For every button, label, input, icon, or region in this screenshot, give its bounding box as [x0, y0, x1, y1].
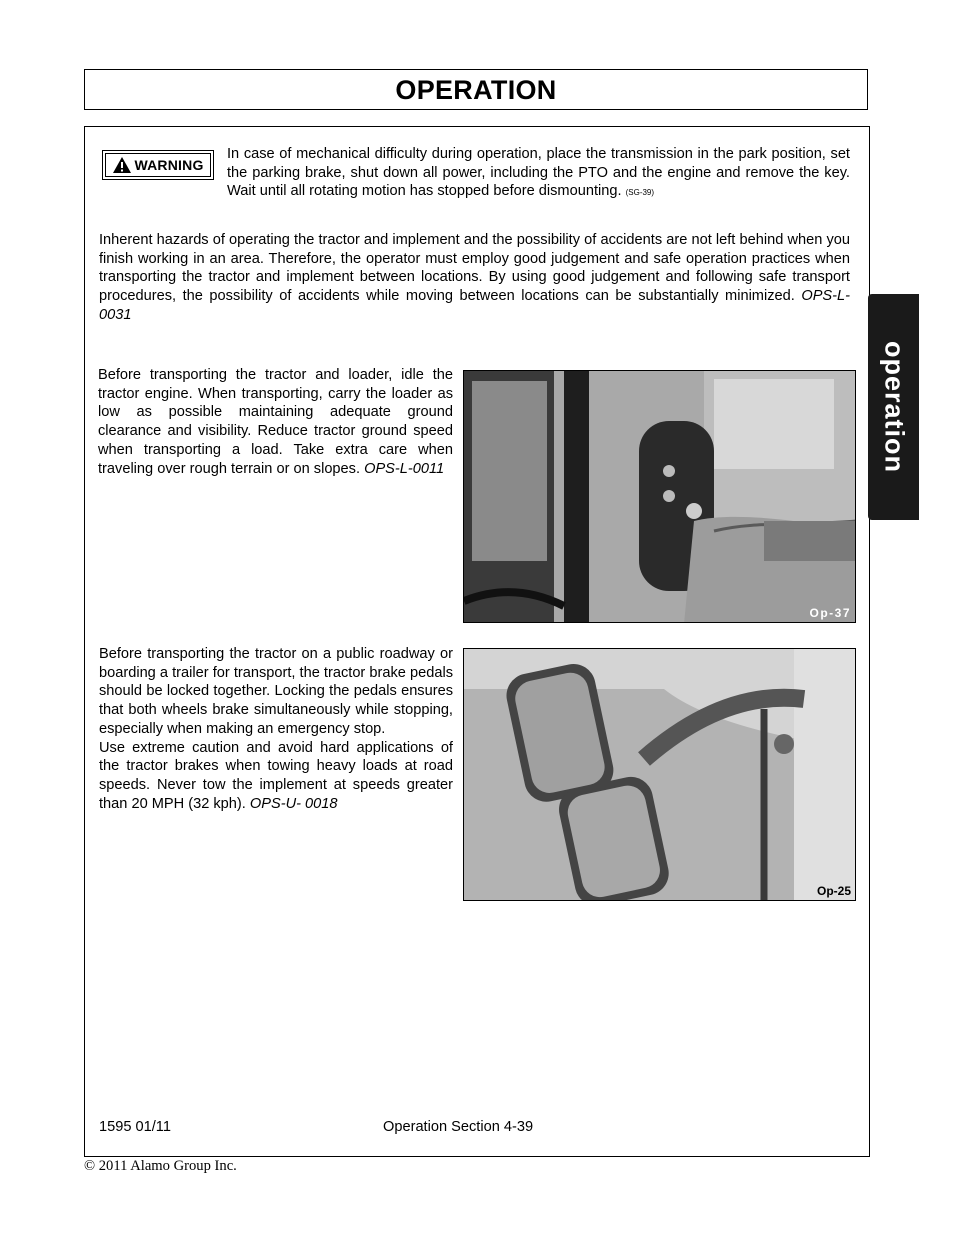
- hazards-paragraph: [99, 231, 850, 325]
- copyright: © 2011 Alamo Group Inc.: [84, 1158, 237, 1174]
- brakes-paragraph: [99, 645, 453, 813]
- side-tab-label: operation: [879, 340, 909, 474]
- brakes-code: OPS-U- 0018: [249, 795, 338, 812]
- warning-badge: [102, 150, 214, 180]
- brake-pedals-photo: [463, 648, 856, 901]
- loader-text: Before transporting the tractor and loader, idle the tractor engine. When transporting, carry the loader as low as possible maintaining adequate ground clearance and visibility. Reduce tractor ground speed when transporting a load. Take extra care when traveling over rough terrain or on slopes.: [98, 367, 453, 477]
- page-title: OPERATION: [395, 75, 557, 105]
- brakes-photo-label: Op-25: [816, 884, 851, 898]
- warning-text: In case of mechanical difficulty during operation, place the transmission in the park position, set the parking brake, shut down all power, including the PTO and the engine and remove the key. Wait until all rotating motion has stopped before dismounting.: [227, 146, 850, 200]
- brakes-text-1: Before transporting the tractor on a public roadway or boarding a trailer for transport, the tractor brake pedals should be locked together. Locking the pedals ensures that both wheels brake simultaneously while stopping, especially when making an emergency stop.: [99, 646, 453, 737]
- loader-control-photo: [463, 370, 856, 623]
- hazards-text: Inherent hazards of operating the tractor and implement and the possibility of accidents are not left behind when you finish working in an area. Therefore, the operator must employ good judgement and safe operation practices when transporting the tractor and implement between locations. By using good judgement and following safe transport procedures, the possibility of accidents while moving between locations can be substantially minimized.: [99, 232, 850, 305]
- page-header: [84, 69, 868, 110]
- loader-paragraph: [98, 366, 453, 478]
- hazards-code: OPS-L- 0031: [99, 288, 850, 323]
- footer-doc-number: 1595 01/11: [99, 1119, 171, 1135]
- warning-triangle-icon: [112, 156, 132, 174]
- warning-paragraph: [227, 145, 850, 203]
- warning-code: (SG-39): [625, 188, 655, 198]
- loader-photo-label: Op-37: [809, 606, 851, 620]
- brakes-text-2: Use extreme caution and avoid hard applications of the tractor brakes when towing heavy loads at road speeds. Never tow the implement at speeds greater than 20 MPH (32 kph).: [99, 739, 453, 812]
- loader-code: OPS-L-0011: [364, 460, 445, 477]
- footer-section: Operation Section 4-39: [383, 1119, 534, 1135]
- warning-label: WARNING: [134, 157, 204, 173]
- section-side-tab: [868, 294, 919, 520]
